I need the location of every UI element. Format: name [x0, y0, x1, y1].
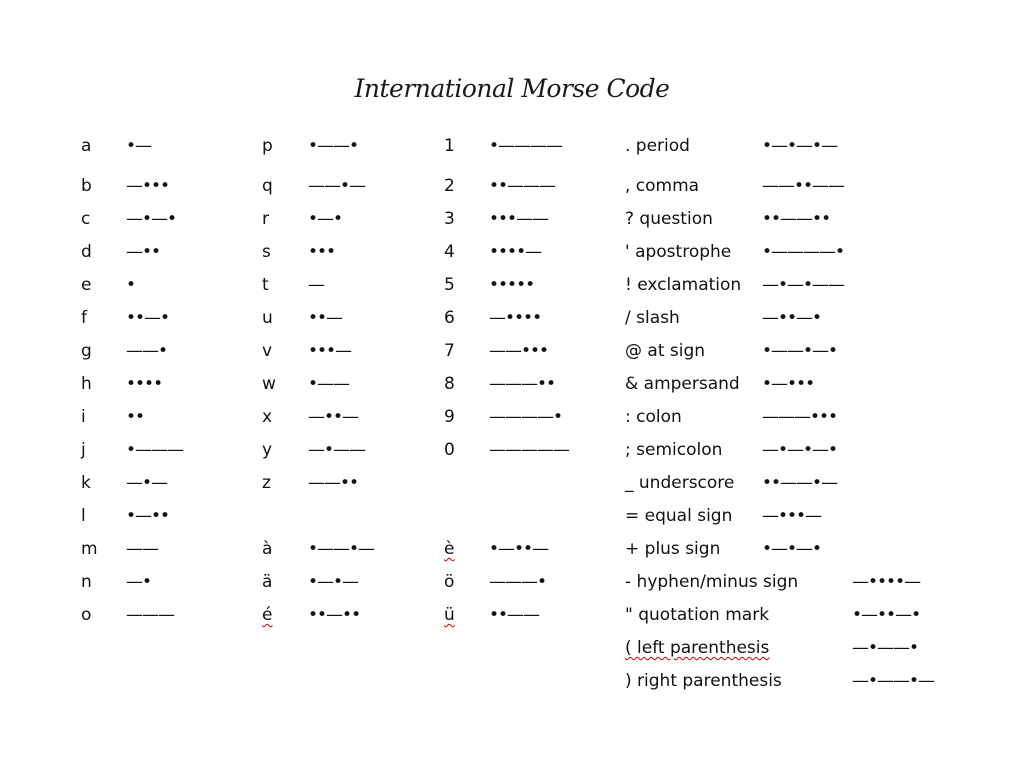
punctuation-label: : colon — [625, 407, 682, 427]
letter-char: j — [81, 440, 86, 460]
morse-code: —•—— — [308, 440, 366, 460]
letter-char: u — [262, 308, 273, 328]
morse-code: ——• — [126, 341, 168, 361]
letter-char: f — [81, 308, 87, 328]
accented-char: é — [262, 605, 273, 625]
letter-char: t — [262, 275, 269, 295]
morse-code: —•••• — [489, 308, 542, 328]
morse-code: ————• — [489, 407, 563, 427]
letter-char: w — [262, 374, 276, 394]
morse-code: ••• — [308, 242, 336, 262]
morse-code: •—••• — [762, 374, 815, 394]
morse-code: ••••• — [489, 275, 535, 295]
letter-char: a — [81, 136, 92, 156]
morse-code: ••——— — [489, 176, 556, 196]
letter-char: g — [81, 341, 92, 361]
morse-code: —•—•—• — [762, 440, 838, 460]
punctuation-label: ) right parenthesis — [625, 671, 782, 691]
morse-code: —••••— — [852, 572, 921, 592]
morse-code: ••——•• — [762, 209, 831, 229]
punctuation-label: = equal sign — [625, 506, 733, 526]
morse-code: —•••— — [762, 506, 822, 526]
morse-code: ———• — [489, 572, 547, 592]
morse-code: —•——•— — [852, 671, 935, 691]
morse-code: ••——•— — [762, 473, 838, 493]
morse-code: ••—•• — [308, 605, 361, 625]
letter-char: d — [81, 242, 92, 262]
punctuation-label: , comma — [625, 176, 700, 196]
letter-char: v — [262, 341, 273, 361]
morse-code: ••—• — [126, 308, 170, 328]
morse-code: •••• — [126, 374, 163, 394]
punctuation-label: @ at sign — [625, 341, 706, 361]
morse-code: ———•• — [489, 374, 556, 394]
morse-code: —••— — [308, 407, 359, 427]
letter-char: c — [81, 209, 91, 229]
morse-code: •—••—• — [852, 605, 921, 625]
letter-char: p — [262, 136, 273, 156]
letter-char: o — [81, 605, 92, 625]
digit-char: 5 — [444, 275, 455, 295]
morse-code: • — [126, 275, 136, 295]
page-title: International Morse Code — [354, 74, 670, 103]
morse-code: —• — [126, 572, 152, 592]
morse-code: •—•— — [308, 572, 359, 592]
morse-code: ••— — [308, 308, 343, 328]
letter-char: k — [81, 473, 91, 493]
morse-code: •—•• — [126, 506, 170, 526]
punctuation-label: + plus sign — [625, 539, 721, 559]
letter-char: l — [81, 506, 86, 526]
digit-char: 0 — [444, 440, 455, 460]
digit-char: 6 — [444, 308, 455, 328]
letter-char: h — [81, 374, 92, 394]
morse-code: ————— — [489, 440, 569, 460]
morse-code: —— — [126, 539, 158, 559]
digit-char: 1 — [444, 136, 455, 156]
punctuation-label: / slash — [625, 308, 680, 328]
morse-code: —•—• — [126, 209, 177, 229]
accented-char: ü — [444, 605, 455, 625]
morse-code: •••— — [308, 341, 352, 361]
accented-char: è — [444, 539, 455, 559]
letter-char: y — [262, 440, 273, 460]
morse-code: •—•—•— — [762, 136, 838, 156]
accented-char: ä — [262, 572, 273, 592]
morse-code: —••• — [126, 176, 170, 196]
accented-char: à — [262, 539, 273, 559]
digit-char: 9 — [444, 407, 455, 427]
morse-code: ——•— — [308, 176, 366, 196]
letter-char: x — [262, 407, 273, 427]
punctuation-label: ! exclamation — [625, 275, 742, 295]
morse-code: •———— — [489, 136, 563, 156]
punctuation-label: ( left parenthesis — [625, 638, 770, 658]
punctuation-label: . period — [625, 136, 690, 156]
morse-code: •—••— — [489, 539, 549, 559]
letter-char: m — [81, 539, 98, 559]
morse-code: ——— — [126, 605, 174, 625]
accented-char: ö — [444, 572, 455, 592]
morse-code: — — [308, 275, 324, 295]
morse-code: —•— — [126, 473, 168, 493]
morse-code: •• — [126, 407, 145, 427]
punctuation-label: ; semicolon — [625, 440, 723, 460]
morse-code: •——•— — [308, 539, 375, 559]
digit-char: 7 — [444, 341, 455, 361]
letter-char: z — [262, 473, 271, 493]
morse-code: —•——• — [852, 638, 919, 658]
letter-char: q — [262, 176, 273, 196]
punctuation-label: " quotation mark — [625, 605, 770, 625]
morse-code: ——••• — [489, 341, 549, 361]
morse-code: •——• — [308, 136, 359, 156]
morse-code: •——•—• — [762, 341, 838, 361]
morse-code: •————• — [762, 242, 845, 262]
morse-code: ——•• — [308, 473, 359, 493]
morse-code: •••—— — [489, 209, 549, 229]
letter-char: n — [81, 572, 92, 592]
morse-code: ••••— — [489, 242, 542, 262]
digit-char: 4 — [444, 242, 455, 262]
digit-char: 8 — [444, 374, 455, 394]
morse-code: •—• — [308, 209, 343, 229]
digit-char: 2 — [444, 176, 455, 196]
morse-code: •——— — [126, 440, 184, 460]
punctuation-label: ? question — [625, 209, 713, 229]
morse-code: •—•—• — [762, 539, 822, 559]
punctuation-label: & ampersand — [625, 374, 740, 394]
morse-code: ———••• — [762, 407, 838, 427]
letter-char: r — [262, 209, 269, 229]
punctuation-label: - hyphen/minus sign — [625, 572, 799, 592]
morse-code: •— — [126, 136, 152, 156]
morse-code: —•• — [126, 242, 161, 262]
letter-char: e — [81, 275, 92, 295]
letter-char: b — [81, 176, 92, 196]
punctuation-label: _ underscore — [625, 473, 735, 493]
digit-char: 3 — [444, 209, 455, 229]
letter-char: i — [81, 407, 86, 427]
morse-code: —••—• — [762, 308, 822, 328]
letter-char: s — [262, 242, 271, 262]
punctuation-label: ' apostrophe — [625, 242, 732, 262]
morse-code: ——••—— — [762, 176, 845, 196]
morse-code: —•—•—— — [762, 275, 845, 295]
morse-code: •—— — [308, 374, 350, 394]
morse-code: ••—— — [489, 605, 540, 625]
